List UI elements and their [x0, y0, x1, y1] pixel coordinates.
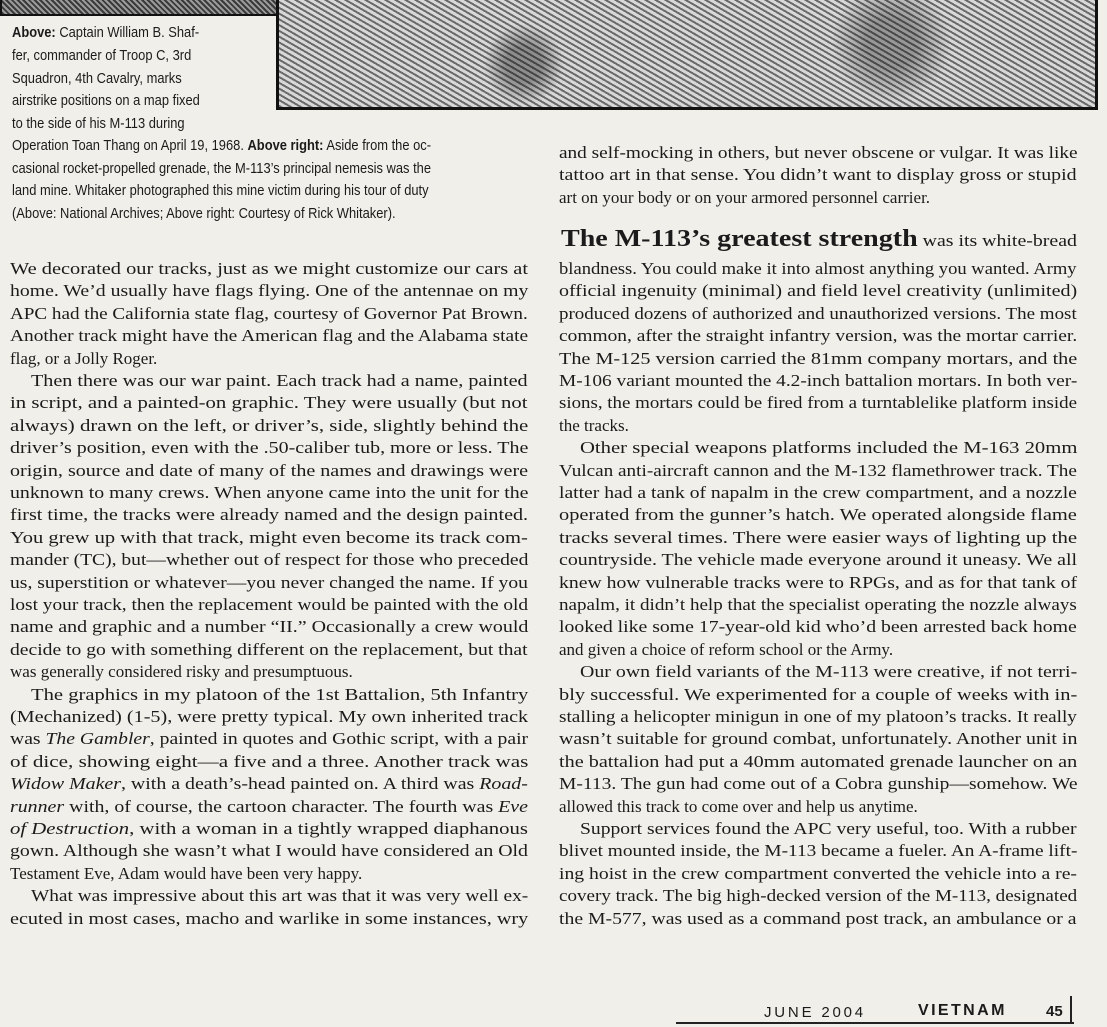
text-line: gown. Although she wasn’t what I would have considered an Old [10, 841, 528, 861]
text-line: the battalion had put a 40mm automated grenade launcher on an [559, 751, 1078, 771]
text-line: M-113. The gun had come out of a Cobra gunship—somehow. We [559, 774, 1078, 794]
caption-above-right-label: Above right: [247, 137, 324, 154]
text-line: unknown to many crews. When anyone came into the unit for the [10, 483, 529, 502]
text-line: produced dozens of authorized and unauthorized versions. The most [559, 303, 1077, 323]
page-number: 45 [1046, 1003, 1063, 1020]
text-line: covery track. The big high-decked version of the M-113, designated [559, 886, 1078, 906]
text-line: Testament Eve, Adam would have been very happy. [10, 863, 363, 883]
text-line: in script, and a painted-on graphic. They were usually (but not [10, 393, 528, 413]
text-line: ing hoist in the crew compartment converted the vehicle into a re- [559, 863, 1077, 883]
text-line: and self-mocking in others, but never obscene or vulgar. It was like [559, 143, 1078, 162]
caption-text: Captain William B. Shaf- [59, 24, 200, 41]
text-line: We decorated our tracks, just as we might customize our cars at [10, 259, 528, 278]
text-line: first time, the tracks were already named and the design painted. [10, 505, 529, 525]
text-line: official ingenuity (minimal) and field level creativity (unlimited) [559, 281, 1078, 301]
text-line: What was impressive about this art was that it was very well ex- [31, 886, 529, 906]
text-line: Another track might have the American flag and the Alabama state [10, 326, 529, 346]
caption-text: Aside from the oc- [323, 137, 432, 154]
text-line: blandness. You could make it into almost anything you wanted. Army [559, 259, 1077, 278]
text-line: driver’s position, even with the .50-caliber tub, more or less. The [10, 438, 529, 458]
text-line: M-106 variant mounted the 4.2-inch battalion mortars. In both ver- [559, 371, 1078, 390]
text-line: Other special weapons platforms included the M-163 20mm [580, 438, 1078, 458]
text-line: runner with, of course, the cartoon character. The fourth was Eve [10, 796, 528, 816]
text-line: latter had a tank of napalm in the crew compartment, and a nozzle [559, 483, 1077, 502]
text-line: of Destruction, with a woman in a tightly wrapped diaphanous [10, 819, 528, 838]
text-line: common, after the straight infantry version, was the mortar carrier. [559, 326, 1078, 346]
text-line: of dice, showing eight—a five and a three. Another track was [10, 751, 529, 771]
text-line: operated from the gunner’s hatch. We operated alongside flame [559, 505, 1077, 525]
text-line: the M-577, was used as a command post track, an ambulance or a [559, 908, 1077, 928]
text-line: the tracks. [559, 415, 629, 435]
text-line: Vulcan anti-aircraft cannon and the M-132 flamethrower track. The [559, 460, 1077, 480]
text-line: origin, source and date of many of the names and drawings were [10, 460, 529, 480]
caption-text: Operation Toan Thang on April 19, 1968. [12, 137, 248, 154]
text-line: APC had the California state flag, courtesy of Governor Pat Brown. [10, 303, 528, 323]
text-line: Widow Maker, with a death’s-head painted on. A third was Road- [10, 774, 528, 794]
text-line: us, superstition or whatever—you never changed the name. If you [10, 572, 528, 592]
caption-above-label: Above: [12, 24, 56, 41]
text-line: (Mechanized) (1-5), were pretty typical. My own inherited track [10, 707, 529, 726]
text-line: Our own field variants of the M-113 were creative, if not terri- [580, 662, 1078, 682]
text-line: You grew up with that track, might even become its track com- [10, 527, 528, 547]
text-line: was generally considered risky and presumptuous. [10, 662, 353, 682]
text-line: ecuted in most cases, macho and warlike in some instances, wry [10, 908, 529, 928]
text-line: flag, or a Jolly Roger. [10, 348, 158, 368]
text-line: tattoo art in that sense. You didn’t want to display gross or stupid [559, 165, 1077, 185]
caption-line [12, 22, 199, 45]
caption-line: casional rocket-propelled grenade, the M-113’s principal nemesis was the [12, 160, 432, 177]
text-line: countryside. The vehicle made everyone around it uneasy. We all [559, 550, 1078, 570]
text-line: mander (TC), but—whether out of respect for those who preceded [10, 550, 529, 570]
caption-line: airstrike positions on a map fixed [12, 92, 200, 109]
text-line: home. We’d usually have flags flying. One of the antennae on my [10, 281, 529, 301]
text-line: The graphics in my platoon of the 1st Battalion, 5th Infantry [31, 684, 529, 704]
caption-line: Squadron, 4th Cavalry, marks [12, 70, 182, 87]
text-line: lost your track, then the replacement would be painted with the old [10, 595, 529, 614]
caption-line: land mine. Whitaker photographed this mine victim during his tour of duty [12, 182, 429, 199]
text-line: sions, the mortars could be fired from a turntablelike platform inside [559, 393, 1077, 413]
text-line: art on your body or on your armored personnel carrier. [559, 187, 931, 207]
footer-date: JUNE 2004 [764, 1004, 866, 1021]
section-lead [561, 226, 1077, 252]
text-line: and given a choice of reform school or the Army. [559, 639, 894, 659]
footer-bar [1070, 996, 1072, 1024]
text-line: napalm, it didn’t help that the specialist operating the nozzle always [559, 595, 1077, 614]
text-line: Then there was our war paint. Each track had a name, painted [31, 371, 528, 390]
text-line: tracks several times. There were easier ways of lighting up the [559, 527, 1078, 547]
lead-rest: was its white-bread [917, 231, 1077, 250]
caption-line: to the side of his M-113 during [12, 115, 185, 132]
text-line: The M-125 version carried the 81mm company mortars, and the [559, 348, 1078, 368]
footer-rule [676, 1022, 1074, 1024]
text-line: stalling a helicopter minigun in one of my platoon’s tracks. It really [559, 707, 1077, 726]
caption-line [12, 135, 431, 158]
caption-line: fer, commander of Troop C, 3rd [12, 47, 192, 64]
text-line: allowed this track to come over and help us anytime. [559, 796, 918, 816]
lead-strong: The M-113’s greatest strength [561, 226, 918, 252]
text-line: was The Gambler, painted in quotes and Gothic script, with a pair [10, 729, 529, 749]
text-line: knew how vulnerable tracks were to RPGs, and as for that tank of [559, 572, 1078, 592]
text-line: looked like some 17-year-old kid who’d been arrested back home [559, 617, 1077, 637]
photo-right [276, 0, 1098, 110]
text-line: name and graphic and a number “II.” Occasionally a crew would [10, 617, 529, 637]
text-line: decide to go with something different on the replacement, but that [10, 639, 528, 659]
text-line: Support services found the APC very useful, too. With a rubber [580, 819, 1077, 838]
text-line: always) drawn on the left, or driver’s, side, slightly behind the [10, 415, 529, 435]
text-line: blivet mounted inside, the M-113 became a fueler. An A-frame lift- [559, 841, 1078, 861]
text-line: bly successful. We experimented for a couple of weeks with in- [559, 684, 1078, 704]
footer-magazine: VIETNAM [918, 1002, 1007, 1019]
text-line: wasn’t suitable for ground combat, unfortunately. Another unit in [559, 729, 1078, 749]
caption-line: (Above: National Archives; Above right: Courtesy of Rick Whitaker). [12, 205, 396, 222]
